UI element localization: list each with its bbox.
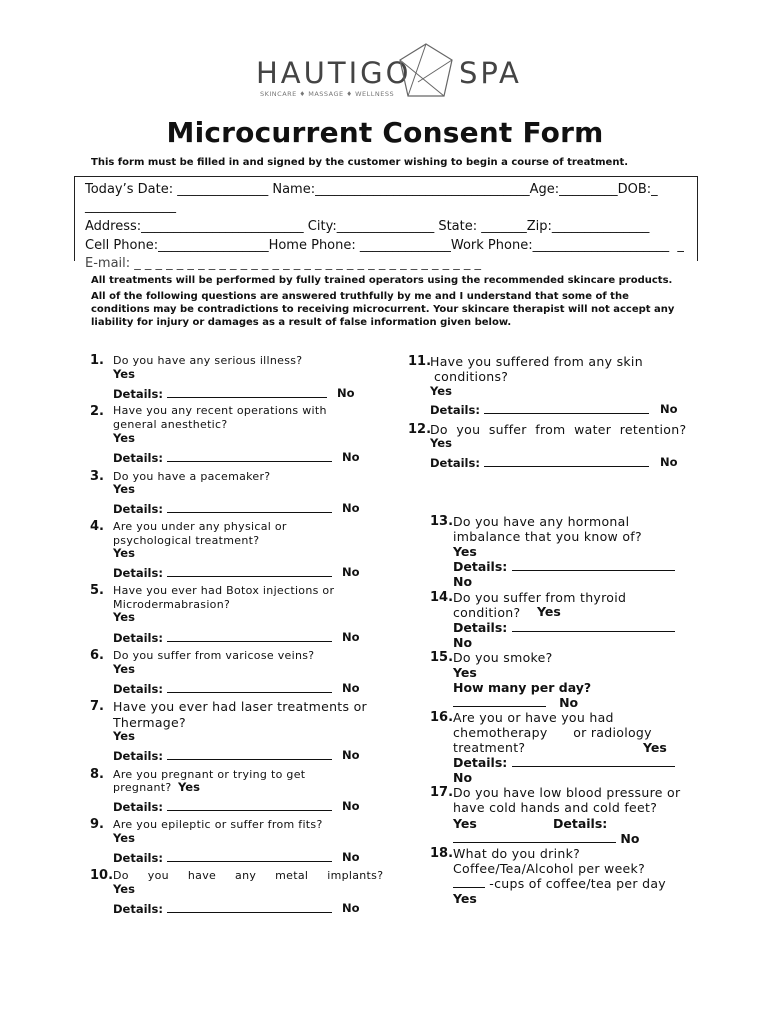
q5-number: 5.	[90, 583, 104, 598]
q7-no[interactable]: No	[342, 748, 360, 762]
q11-text-2: conditions?	[434, 369, 509, 384]
q15-number: 15.	[430, 650, 454, 665]
q16-text-2: chemotherapy or radiology	[453, 725, 652, 740]
q17-yes[interactable]: Yes	[453, 816, 477, 831]
q3-no[interactable]: No	[342, 501, 360, 515]
q13-text-1: Do you have any hormonal	[453, 514, 630, 529]
q11-yes[interactable]: Yes	[430, 384, 452, 398]
q9-no[interactable]: No	[342, 850, 360, 864]
q15-amount-no[interactable]: No	[453, 695, 578, 710]
q8-yes[interactable]: Yes	[178, 780, 200, 794]
q2-details[interactable]: Details:	[113, 450, 332, 465]
q14-number: 14.	[430, 590, 454, 605]
q1-yes[interactable]: Yes	[113, 367, 135, 381]
q18-text-1: What do you drink?	[453, 846, 581, 861]
q16-no[interactable]: No	[453, 770, 473, 785]
q7-text-2: Thermage?	[113, 715, 186, 730]
q7-number: 7.	[90, 699, 104, 714]
q3-details[interactable]: Details:	[113, 501, 332, 516]
q10-details[interactable]: Details:	[113, 901, 332, 916]
q18-yes[interactable]: Yes	[453, 891, 477, 906]
q8-number: 8.	[90, 767, 104, 782]
q8-text-2: pregnant?	[113, 781, 172, 794]
q12-text: Do you suffer from water retention?	[430, 422, 687, 437]
q15-how-many[interactable]: How many per day?	[453, 680, 592, 695]
info-line-date-name[interactable]: Today’s Date: ______________ Name:_________________________________Age:_________DOB:_	[85, 182, 658, 197]
q5-text-2: Microdermabrasion?	[113, 598, 231, 611]
logo-word-hautigo: HAUTIGO	[256, 56, 412, 90]
q1-no[interactable]: No	[337, 386, 355, 400]
q14-yes[interactable]: Yes	[537, 604, 561, 619]
q2-text-2: general anesthetic?	[113, 418, 228, 431]
hautigo-spa-logo	[246, 36, 526, 110]
info-line-email-cut: E‑mail: _ _ _ _ _ _ _ _ _ _ _ _ _ _ _ _ _ _ _ _ _ _ _ _ _ _ _ _ _ _ _ _ _	[85, 256, 482, 271]
q5-yes[interactable]: Yes	[113, 610, 135, 624]
q18-text-2: Coffee/Tea/Alcohol per week?	[453, 861, 646, 876]
q13-no[interactable]: No	[453, 574, 473, 589]
q5-text-1: Have you ever had Botox injections or	[113, 584, 335, 597]
q3-number: 3.	[90, 469, 104, 484]
q6-yes[interactable]: Yes	[113, 662, 135, 676]
q6-number: 6.	[90, 648, 104, 663]
q2-number: 2.	[90, 404, 104, 419]
q17-text-1: Do you have low blood pressure or	[453, 785, 681, 800]
diamond-logo-icon	[398, 42, 454, 102]
q16-text-3: treatment?	[453, 740, 526, 755]
q11-number: 11.	[408, 354, 432, 369]
notice-line-1: All of the following questions are answered truthfully by me and I understand that some of the	[91, 291, 629, 302]
q5-details[interactable]: Details:	[113, 630, 332, 645]
q3-yes[interactable]: Yes	[113, 482, 135, 496]
q14-text-2: condition?	[453, 605, 521, 620]
info-line-address[interactable]: Address:_________________________ City:_______________ State: _______Zip:_______________	[85, 219, 650, 234]
q11-text-1: Have you suffered from any skin	[430, 354, 643, 369]
q12-details[interactable]: Details:	[430, 455, 649, 470]
q1-text: Do you have any serious illness?	[113, 354, 303, 367]
q4-no[interactable]: No	[342, 565, 360, 579]
q4-number: 4.	[90, 519, 104, 534]
q7-yes[interactable]: Yes	[113, 729, 135, 743]
q7-text-1: Have you ever had laser treatments or	[113, 699, 367, 714]
q14-text-1: Do you suffer from thyroid	[453, 590, 627, 605]
q13-number: 13.	[430, 514, 454, 529]
q16-number: 16.	[430, 710, 454, 725]
q13-details[interactable]: Details:	[453, 559, 675, 574]
notice-operators: All treatments will be performed by fully trained operators using the recommended skincare products.	[91, 275, 673, 286]
info-line-dob-cont[interactable]: ______________	[85, 199, 176, 214]
q12-no[interactable]: No	[660, 455, 678, 469]
q17-details-line-no[interactable]: No	[453, 831, 639, 846]
q4-details[interactable]: Details:	[113, 565, 332, 580]
q13-yes[interactable]: Yes	[453, 544, 477, 559]
q10-text: Do you have any metal implants?	[113, 869, 384, 882]
q9-yes[interactable]: Yes	[113, 831, 135, 845]
q1-number: 1.	[90, 353, 104, 368]
intro-text: This form must be filled in and signed by the customer wishing to begin a course of treatment.	[91, 157, 629, 168]
info-line-phones[interactable]: Cell Phone:_________________Home Phone: ______________Work Phone:_____________________ _	[85, 238, 684, 253]
q10-number: 10.	[90, 868, 114, 883]
q11-no[interactable]: No	[660, 402, 678, 416]
q4-yes[interactable]: Yes	[113, 546, 135, 560]
q17-number: 17.	[430, 785, 454, 800]
q9-text: Are you epileptic or suffer from fits?	[113, 818, 323, 831]
q4-text-1: Are you under any physical or	[113, 520, 287, 533]
notice-line-3: liability for injury or damages as a result of false information given below.	[91, 317, 512, 328]
q2-yes[interactable]: Yes	[113, 431, 135, 445]
q1-details[interactable]: Details:	[113, 386, 327, 401]
q15-text: Do you smoke?	[453, 650, 553, 665]
q11-details[interactable]: Details:	[430, 402, 649, 417]
q16-details[interactable]: Details:	[453, 755, 675, 770]
q12-number: 12.	[408, 422, 432, 437]
q6-text: Do you suffer from varicose veins?	[113, 649, 315, 662]
q18-cups[interactable]: -cups of coffee/tea per day	[453, 876, 666, 891]
q17-text-2: have cold hands and cold feet?	[453, 800, 658, 815]
q5-no[interactable]: No	[342, 630, 360, 644]
q14-no[interactable]: No	[453, 635, 473, 650]
logo-tagline: SKINCARE ♦ MASSAGE ♦ WELLNESS	[260, 90, 395, 98]
q9-details[interactable]: Details:	[113, 850, 332, 865]
logo-word-spa: SPA	[459, 56, 522, 90]
q2-text-1: Have you any recent operations with	[113, 404, 327, 417]
q6-details[interactable]: Details:	[113, 681, 332, 696]
q8-no[interactable]: No	[342, 799, 360, 813]
q3-text: Do you have a pacemaker?	[113, 470, 271, 483]
page-title: Microcurrent Consent Form	[166, 116, 604, 149]
q14-details[interactable]: Details:	[453, 620, 675, 635]
q4-text-2: psychological treatment?	[113, 534, 260, 547]
personal-info-box	[74, 176, 698, 271]
q8-text-1: Are you pregnant or trying to get	[113, 768, 306, 781]
q10-yes[interactable]: Yes	[113, 882, 135, 896]
q18-number: 18.	[430, 846, 454, 861]
q8-details[interactable]: Details:	[113, 799, 332, 814]
q2-no[interactable]: No	[342, 450, 360, 464]
q6-no[interactable]: No	[342, 681, 360, 695]
q10-no[interactable]: No	[342, 901, 360, 915]
q7-details[interactable]: Details:	[113, 748, 332, 763]
q17-details[interactable]: Details:	[553, 816, 608, 831]
notice-line-2: conditions may be contradictions to receiving microcurrent. Your skincare therapist will not accept any	[91, 304, 675, 315]
q15-yes[interactable]: Yes	[453, 665, 477, 680]
q16-yes[interactable]: Yes	[643, 740, 667, 755]
q12-yes[interactable]: Yes	[430, 436, 452, 450]
q9-number: 9.	[90, 817, 104, 832]
q13-text-2: imbalance that you know of?	[453, 529, 642, 544]
q16-text-1: Are you or have you had	[453, 710, 614, 725]
